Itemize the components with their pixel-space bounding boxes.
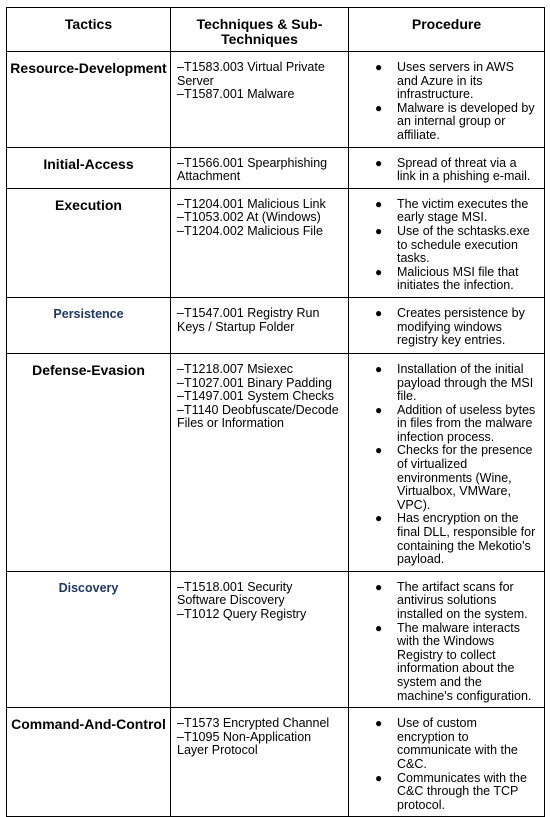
procedure-item: ● Installation of the initial payload through the MSI file. — [375, 361, 534, 404]
technique-item: –T1027.001 Binary Padding — [177, 375, 332, 390]
technique-item: –T1566.001 Spearphishing Attachment — [177, 155, 328, 184]
techniques-cell — [171, 708, 349, 817]
procedure-cell — [349, 571, 545, 707]
table-row — [7, 708, 545, 817]
bullet-icon: ● — [375, 770, 383, 785]
technique-item: –T1204.001 Malicious Link — [177, 196, 326, 211]
bullet-icon: ● — [375, 196, 383, 211]
bullet-icon: ● — [375, 60, 383, 74]
technique-item: –T1053.002 At (Windows) — [177, 210, 321, 225]
bullet-icon: ● — [375, 155, 383, 170]
technique-item: –T1547.001 Registry Run Keys / Startup Folder — [177, 305, 320, 334]
procedure-item: ● Addition of useless bytes in files from the malware infection process. — [375, 402, 536, 444]
technique-item: –T1140 Deobfuscate/Decode Files or Information — [177, 402, 339, 431]
procedure-item: ● Malware is developed by an internal group or affiliate. — [375, 100, 535, 142]
bullet-icon: ● — [375, 361, 383, 376]
table-row — [7, 52, 545, 148]
bullet-icon: ● — [375, 402, 383, 417]
bullet-icon: ● — [375, 579, 383, 594]
procedure-cell — [349, 297, 545, 353]
procedure-cell — [349, 188, 545, 297]
technique-item: –T1573 Encrypted Channel — [177, 716, 330, 731]
header-techniques: Techniques & Sub-Techniques — [171, 8, 349, 52]
procedure-item: ● Use of the schtasks.exe to schedule execution tasks. — [375, 223, 530, 266]
procedure-item: ● Has encryption on the final DLL, responsible for containing the Mekotio's payload. — [375, 511, 536, 567]
procedure-cell — [349, 353, 545, 571]
tactic-cell: Persistence — [7, 297, 171, 353]
techniques-cell — [171, 297, 349, 353]
bullet-icon: ● — [375, 511, 383, 526]
techniques-cell — [171, 147, 349, 188]
procedure-item: ● The malware interacts with the Windows Registry to collect information about the system and the machine's configuration. — [375, 620, 532, 703]
techniques-cell — [171, 353, 349, 571]
techniques-cell — [171, 188, 349, 297]
technique-item: –T1095 Non-Application Layer Protocol — [177, 729, 312, 758]
tactic-cell: Command-And-Control — [7, 708, 171, 817]
techniques-cell — [171, 571, 349, 707]
procedure-item: ● Creates persistence by modifying windows registry key entries. — [375, 305, 525, 348]
procedure-cell — [349, 708, 545, 817]
procedure-item: ● Checks for the presence of virtualized environments (Wine, Virtualbox, VMWare, VPC). — [375, 443, 533, 512]
bullet-icon: ● — [375, 223, 383, 238]
tactic-cell: Defense-Evasion — [7, 353, 171, 571]
header-row — [7, 8, 545, 52]
technique-item: –T1204.002 Malicious File — [177, 223, 323, 238]
mitre-attack-table — [6, 7, 545, 817]
procedure-item: ● The artifact scans for antivirus solutions installed on the system. — [375, 579, 528, 621]
header-procedure: Procedure — [349, 8, 545, 52]
bullet-icon: ● — [375, 716, 383, 731]
procedure-cell — [349, 52, 545, 148]
bullet-icon: ● — [375, 100, 383, 115]
tactic-cell: Discovery — [7, 571, 171, 707]
techniques-cell — [171, 52, 349, 148]
table-row — [7, 188, 545, 297]
technique-item: –T1012 Query Registry — [177, 607, 307, 621]
bullet-icon: ● — [375, 443, 383, 458]
bullet-icon: ● — [375, 305, 383, 320]
technique-item: –T1583.003 Virtual Private Server — [177, 60, 325, 88]
procedure-item: ● Malicious MSI file that initiates the infection. — [375, 264, 519, 293]
technique-item: –T1587.001 Malware — [177, 87, 295, 102]
table-row — [7, 147, 545, 188]
table-row — [7, 571, 545, 707]
tactic-cell: Execution — [7, 188, 171, 297]
table-row — [7, 353, 545, 571]
table-row — [7, 297, 545, 353]
procedure-item: ● Communicates with the C&C through the TCP protocol. — [375, 770, 527, 812]
technique-item: –T1497.001 System Checks — [177, 389, 335, 404]
technique-item: –T1518.001 Security Software Discovery — [177, 579, 293, 608]
bullet-icon: ● — [375, 264, 383, 279]
procedure-item: ● The victim executes the early stage MSI. — [375, 196, 529, 225]
procedure-cell — [349, 147, 545, 188]
bullet-icon: ● — [375, 620, 383, 635]
procedure-item: ● Uses servers in AWS and Azure in its infrastructure. — [375, 60, 514, 102]
technique-item: –T1218.007 Msiexec — [177, 361, 294, 376]
header-tactics: Tactics — [7, 8, 171, 52]
procedure-item: ● Spread of threat via a link in a phishing e-mail. — [375, 155, 531, 184]
tactic-cell: Initial-Access — [7, 147, 171, 188]
procedure-item: ● Use of custom encryption to communicate with the C&C. — [375, 716, 518, 771]
tactic-cell: Resource-Development — [7, 52, 171, 148]
